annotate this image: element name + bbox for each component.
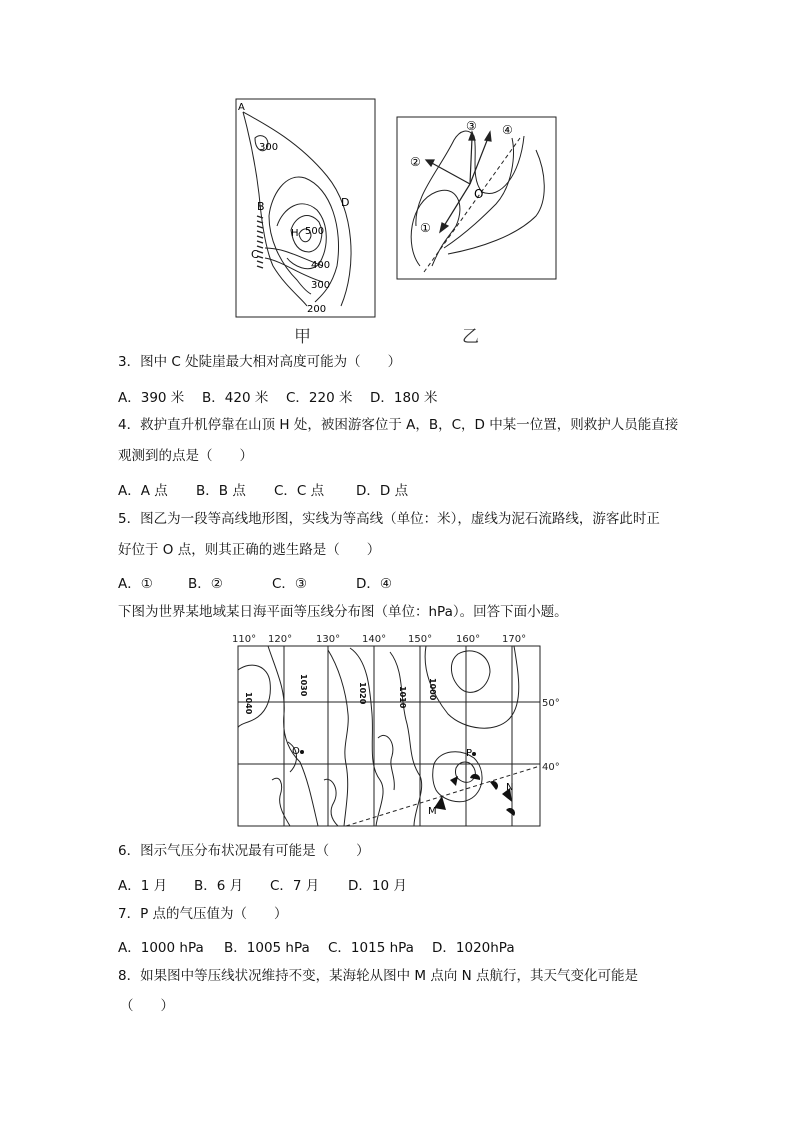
contour-label-300a: 300 [259, 142, 279, 153]
contour-label-400: 400 [311, 260, 331, 271]
q6-option-b[interactable]: B．6 月 [194, 878, 244, 894]
q7-option-d[interactable]: D．1020hPa [432, 940, 515, 956]
isobar-chart [228, 630, 568, 830]
q5-option-b[interactable]: B．② [188, 576, 223, 592]
label-a: A [238, 102, 245, 113]
label-d: D [341, 196, 350, 209]
lat-label-40: 40° [542, 762, 560, 773]
question-3-stem: 3．图中 C 处陡崖最大相对高度可能为（ ） [118, 354, 402, 370]
question-6-stem: 6．图示气压分布状况最有可能是（ ） [118, 843, 370, 859]
contour-label-300b: 300 [311, 280, 331, 291]
q5-option-c[interactable]: C．③ [272, 576, 308, 592]
question-6-options [118, 874, 407, 894]
isobar-label-1030: 1030 [299, 674, 308, 697]
q3-option-c[interactable]: C．220 米 [286, 390, 353, 406]
q3-option-a[interactable]: A．390 米 [118, 390, 185, 406]
caption-jia: 甲 [294, 327, 311, 347]
label-b: B [257, 200, 265, 213]
route-label-4: ④ [502, 123, 513, 137]
isobar-label-1040: 1040 [244, 692, 253, 715]
front-symbols [434, 774, 515, 816]
q5-option-d[interactable]: D．④ [356, 576, 392, 592]
lon-label-140: 140° [362, 634, 387, 645]
route-label-1: ① [420, 221, 431, 235]
q7-option-a[interactable]: A．1000 hPa [118, 940, 204, 956]
label-o: O [474, 187, 484, 201]
debris-flow-line [424, 138, 520, 272]
route-label-3: ③ [466, 119, 477, 133]
q3-option-b[interactable]: B．420 米 [202, 390, 269, 406]
q6-option-d[interactable]: D．10 月 [348, 878, 407, 894]
point-o-label: O [292, 746, 300, 757]
q6-option-c[interactable]: C．7 月 [270, 878, 320, 894]
question-5-stem-2: 好位于 O 点，则其正确的逃生路是（ ） [118, 542, 381, 558]
contour-map-jia [235, 98, 377, 320]
isobar-map [228, 630, 568, 830]
q6-option-a[interactable]: A．1 月 [118, 878, 168, 894]
question-5-options [118, 572, 392, 592]
contour-map-yi [396, 116, 558, 282]
map-intro: 下图为世界某地域某日海平面等压线分布图（单位：hPa）。回答下面小题。 [118, 604, 568, 620]
point-n-label: N [506, 782, 514, 793]
contour-label-200: 200 [307, 304, 327, 315]
question-4-stem-2: 观测到的点是（ ） [118, 448, 253, 464]
q4-option-a[interactable]: A．A 点 [118, 483, 168, 499]
point-o-marker [300, 750, 304, 754]
escape-arrows [426, 132, 491, 232]
q5-option-a[interactable]: A．① [118, 576, 153, 592]
point-m-label: M [428, 806, 437, 817]
lon-label-110: 110° [232, 634, 257, 645]
lon-label-130: 130° [316, 634, 341, 645]
isobar-label-1020: 1020 [358, 682, 367, 705]
q4-option-b[interactable]: B．B 点 [196, 483, 246, 499]
route-label-2: ② [410, 155, 421, 169]
point-p-label: P [466, 748, 473, 759]
lon-label-160: 160° [456, 634, 481, 645]
lon-label-170: 170° [502, 634, 527, 645]
question-7-stem: 7．P 点的气压值为（ ） [118, 906, 288, 922]
question-4-stem-1: 4．救护直升机停靠在山顶 H 处，被困游客位于 A，B，C，D 中某一位置，则救护人员能直接 [118, 417, 679, 433]
label-c: C [251, 248, 259, 261]
caption-yi: 乙 [462, 327, 479, 347]
lon-label-120: 120° [268, 634, 293, 645]
contour-label-500: 500 [305, 226, 325, 237]
q7-option-c[interactable]: C．1015 hPa [328, 940, 414, 956]
figure-jia [235, 98, 377, 320]
question-5-stem-1: 5．图乙为一段等高线地形图，实线为等高线（单位：米），虚线为泥石流路线，游客此时正 [118, 511, 660, 527]
q3-option-d[interactable]: D．180 米 [370, 390, 438, 406]
figure-yi [396, 116, 558, 282]
question-8-stem-2: （ ） [120, 998, 174, 1014]
q4-option-c[interactable]: C．C 点 [274, 483, 325, 499]
q4-option-d[interactable]: D．D 点 [356, 483, 409, 499]
lat-label-50: 50° [542, 698, 560, 709]
label-h: H [291, 228, 299, 239]
question-8-stem-1: 8．如果图中等压线状况维持不变，某海轮从图中 M 点向 N 点航行，其天气变化可能是 [118, 968, 638, 984]
q7-option-b[interactable]: B．1005 hPa [224, 940, 310, 956]
isobar-label-1000: 1000 [428, 678, 437, 701]
isobar-label-1010: 1010 [398, 686, 407, 709]
question-4-options [118, 479, 408, 499]
point-p-marker [472, 752, 476, 756]
question-7-options [118, 936, 515, 956]
question-3-options [118, 386, 437, 406]
lon-label-150: 150° [408, 634, 433, 645]
